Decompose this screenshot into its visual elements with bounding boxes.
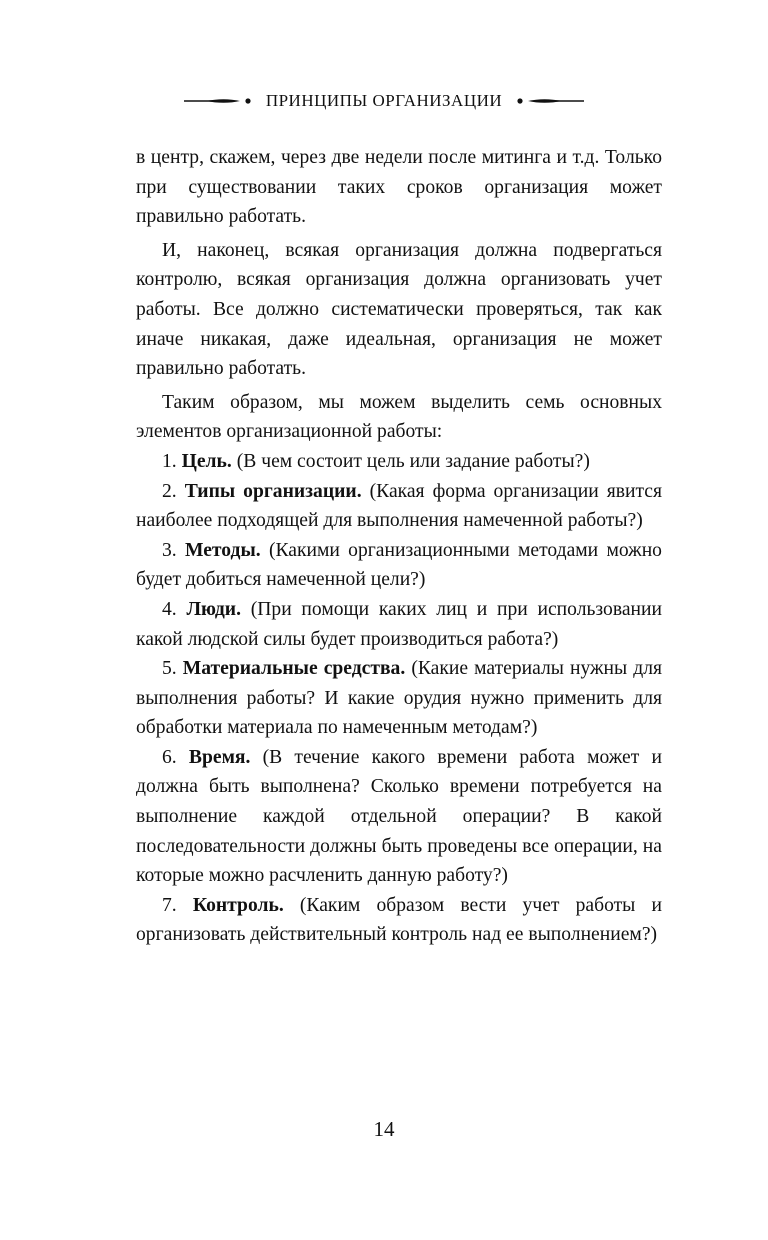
item-term: Типы организации.: [184, 480, 362, 502]
paragraph-control: И, наконец, всякая организация должна подвергаться контролю, всякая организация должна организовать учет работы. Все должно систематически проверяться, так как иначе никакая, даже идеальная, организация не может правильно работать.: [136, 239, 662, 380]
list-item-organization-types: [136, 477, 662, 536]
paragraph-continuation: в центр, скажем, через две недели после митинга и т.д. Только при существовании таких сроков организация может правильно работать.: [136, 147, 662, 228]
item-text: (В течение какого времени работа может и должна быть выполнена? Сколько времени потребуется на выполнение каждой отдельной операции? В какой последовательности должны быть проведены все операции, на которые можно расчленить данную работу?): [136, 746, 662, 887]
right-ornament-icon: [512, 96, 584, 106]
item-text: (Каким образом вести учет работы и организовать действительный контроль над ее выполнением?): [136, 894, 662, 946]
left-ornament-icon: [184, 96, 256, 106]
list-item-material-means: [136, 654, 662, 743]
item-number: 7.: [162, 894, 177, 916]
list-item-control: [136, 891, 662, 950]
list-item-goal: [136, 447, 662, 477]
item-number: 3.: [162, 539, 177, 561]
item-number: 6.: [162, 746, 177, 768]
item-term: Люди.: [186, 598, 241, 620]
item-text: (Какая форма организации явится наиболее подходящей для выполнения намеченной работы?): [136, 480, 662, 532]
item-text: (Какими организационными методами можно будет добиться намеченной цели?): [136, 539, 662, 591]
list-item-time: [136, 743, 662, 891]
paragraph-seven-elements: Таким образом, мы можем выделить семь основных элементов организационной работы:: [136, 391, 662, 443]
item-text: (Какие материалы нужны для выполнения работы? И какие орудия нужно применить для обработки материала по намеченным методам?): [136, 658, 662, 739]
item-term: Время.: [188, 746, 251, 768]
page-number: 14: [373, 1117, 395, 1141]
list-item-methods: [136, 536, 662, 595]
item-number: 2.: [162, 480, 177, 502]
running-header-title: ПРИНЦИПЫ ОРГАНИЗАЦИИ: [265, 91, 503, 110]
page-body: [136, 143, 662, 950]
item-term: Цель.: [181, 450, 232, 472]
item-number: 4.: [162, 598, 177, 620]
item-term: Методы.: [185, 539, 261, 561]
list-item-people: [136, 595, 662, 654]
running-header: [0, 86, 768, 116]
item-text: (В чем состоит цель или задание работы?): [236, 450, 590, 472]
item-number: 1.: [162, 450, 177, 472]
item-term: Материальные средства.: [182, 658, 406, 680]
item-text: (При помощи каких лиц и при использовании какой людской силы будет производиться работа?): [136, 598, 662, 650]
item-number: 5.: [162, 658, 177, 680]
item-term: Контроль.: [192, 894, 284, 916]
